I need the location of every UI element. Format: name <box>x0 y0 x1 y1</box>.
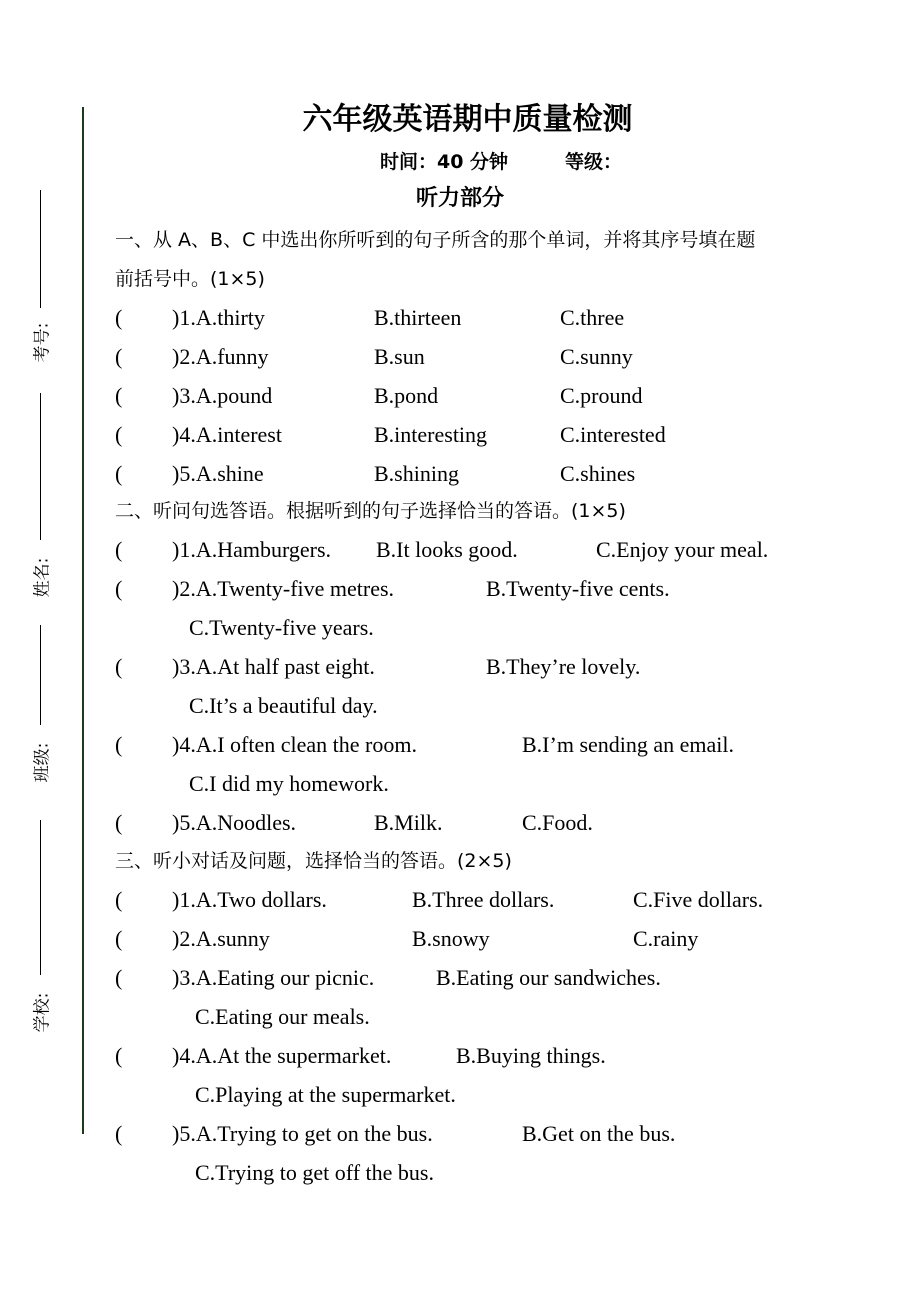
section-1-title-cont: 前括号中。(1×5) <box>115 268 265 290</box>
answer-bracket[interactable]: ( <box>115 461 123 486</box>
option-a: )1.A.Two dollars. <box>172 887 327 912</box>
answer-bracket[interactable]: ( <box>115 654 123 679</box>
option-a: )2.A.funny <box>172 344 269 369</box>
option-a: )4.A.I often clean the room. <box>172 732 417 757</box>
option-c: C.sunny <box>560 344 633 369</box>
answer-bracket[interactable]: ( <box>115 305 123 330</box>
option-a: )3.A.pound <box>172 383 273 408</box>
option-c: C.Eating our meals. <box>195 1004 370 1029</box>
time-label: 时间：40 分钟 <box>380 151 509 173</box>
option-b: B.sun <box>374 344 425 369</box>
option-b: B.Three dollars. <box>412 887 555 912</box>
option-a: )4.A.interest <box>172 422 282 447</box>
answer-bracket[interactable]: ( <box>115 732 123 757</box>
name-label: 姓名: <box>32 557 53 598</box>
answer-bracket[interactable]: ( <box>115 926 123 951</box>
answer-bracket[interactable]: ( <box>115 422 123 447</box>
option-a: )5.A.shine <box>172 461 264 486</box>
option-c: C.Food. <box>522 810 593 835</box>
answer-bracket[interactable]: ( <box>115 1121 123 1146</box>
option-a: )4.A.At the supermarket. <box>172 1043 392 1068</box>
option-a: )5.A.Noodles. <box>172 810 297 835</box>
option-b: B.pond <box>374 383 439 408</box>
answer-bracket[interactable]: ( <box>115 344 123 369</box>
option-c: C.interested <box>560 422 666 447</box>
option-a: )1.A.Hamburgers. <box>172 537 332 562</box>
answer-bracket[interactable]: ( <box>115 1043 123 1068</box>
answer-bracket[interactable]: ( <box>115 810 123 835</box>
option-b: B.Milk. <box>374 810 443 835</box>
option-b: B.They’re lovely. <box>486 654 641 679</box>
option-c: C.rainy <box>633 926 699 951</box>
option-c: C.Trying to get off the bus. <box>195 1160 434 1185</box>
option-b: B.shining <box>374 461 459 486</box>
binding-line <box>82 107 84 1134</box>
option-b: B.interesting <box>374 422 488 447</box>
section-2-title: 二、听问句选答语。根据听到的句子选择恰当的答语。(1×5) <box>115 500 626 522</box>
name-blank[interactable] <box>40 393 41 540</box>
option-a: )2.A.Twenty-five metres. <box>172 576 395 601</box>
option-b: B.snowy <box>412 926 490 951</box>
class-label: 班级: <box>32 742 53 783</box>
option-b: B.Buying things. <box>456 1043 606 1068</box>
option-c: C.Five dollars. <box>633 887 764 912</box>
part-heading: 听力部分 <box>415 186 504 211</box>
option-c: C.three <box>560 305 625 330</box>
option-b: B.thirteen <box>374 305 462 330</box>
option-a: )3.A.At half past eight. <box>172 654 375 679</box>
section-1-title: 一、从 A、B、C 中选出你所听到的句子所含的那个单词，并将其序号填在题 <box>115 229 756 251</box>
school-label: 学校: <box>32 992 53 1033</box>
answer-bracket[interactable]: ( <box>115 576 123 601</box>
answer-bracket[interactable]: ( <box>115 537 123 562</box>
answer-bracket[interactable]: ( <box>115 383 123 408</box>
option-c: C.I did my homework. <box>189 771 389 796</box>
option-c: C.Twenty-five years. <box>189 615 374 640</box>
option-b: B.Eating our sandwiches. <box>436 965 661 990</box>
option-c: C.Playing at the supermarket. <box>195 1082 456 1107</box>
answer-bracket[interactable]: ( <box>115 887 123 912</box>
option-c: C.shines <box>560 461 636 486</box>
option-a: )2.A.sunny <box>172 926 270 951</box>
class-blank[interactable] <box>40 625 41 725</box>
option-c: C.pround <box>560 383 643 408</box>
grade-label: 等级： <box>565 151 623 173</box>
option-b: B.It looks good. <box>376 537 518 562</box>
section-3-title: 三、听小对话及问题，选择恰当的答语。(2×5) <box>115 850 512 872</box>
exam-no-label: 考号: <box>32 322 53 363</box>
option-a: )3.A.Eating our picnic. <box>172 965 375 990</box>
school-blank[interactable] <box>40 820 41 975</box>
option-b: B.Twenty-five cents. <box>486 576 670 601</box>
option-c: C.It’s a beautiful day. <box>189 693 378 718</box>
option-b: B.Get on the bus. <box>522 1121 676 1146</box>
option-b: B.I’m sending an email. <box>522 732 735 757</box>
answer-bracket[interactable]: ( <box>115 965 123 990</box>
option-a: )1.A.thirty <box>172 305 265 330</box>
option-c: C.Enjoy your meal. <box>596 537 769 562</box>
page-title: 六年级英语期中质量检测 <box>302 102 633 137</box>
option-a: )5.A.Trying to get on the bus. <box>172 1121 433 1146</box>
